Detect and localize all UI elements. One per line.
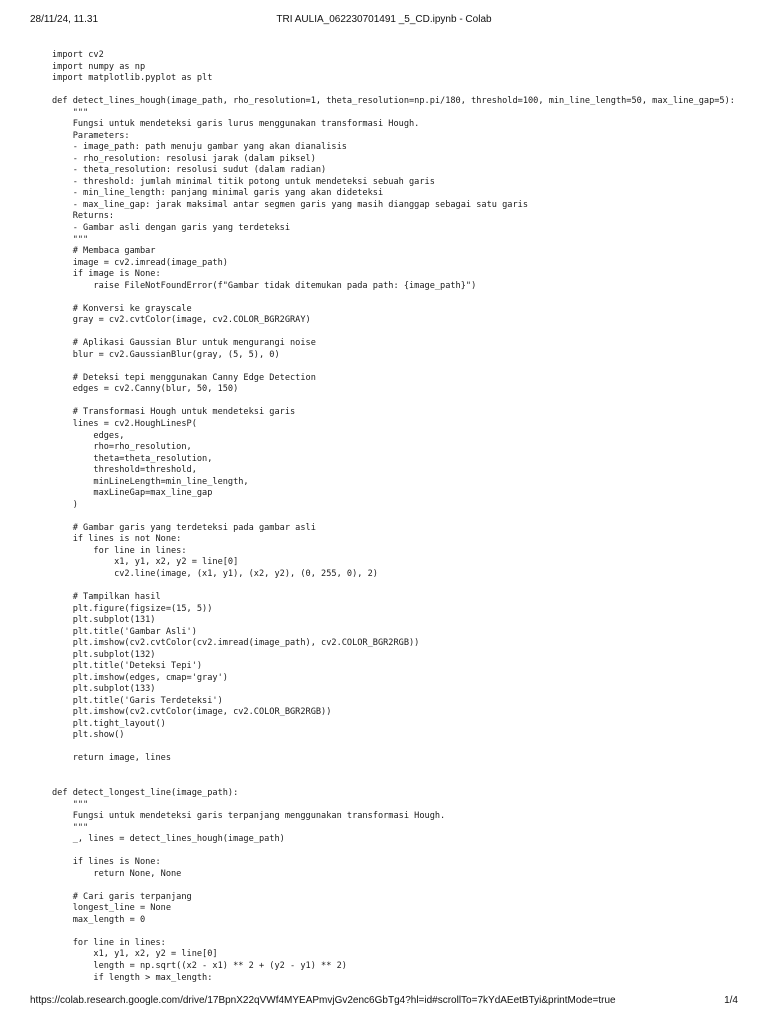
code-line: import numpy as np — [52, 61, 146, 72]
code-line: return None, None — [52, 868, 182, 879]
page-number: 1/4 — [724, 995, 738, 1006]
code-line: """ — [52, 234, 89, 245]
print-footer — [0, 995, 768, 1009]
code-line: plt.show() — [52, 730, 125, 741]
code-line: import cv2 — [52, 50, 104, 60]
code-line — [52, 926, 752, 938]
code-line: """ — [52, 107, 89, 118]
code-line: plt.imshow(cv2.cvtColor(image, cv2.COLOR_BGR2RGB)) — [52, 707, 332, 718]
code-line: raise FileNotFoundError(f"Gambar tidak ditemukan pada path: {image_path}") — [52, 280, 477, 291]
code-line — [52, 396, 752, 408]
code-line: def detect_longest_line(image_path): — [52, 788, 239, 798]
code-line: image = cv2.imread(image_path) — [52, 257, 228, 268]
code-line: plt.title('Deteksi Tepi') — [52, 661, 203, 672]
code-line: - theta_resolution: resolusi sudut (dalam radian) — [52, 165, 327, 176]
code-line: # Gambar garis yang terdeteksi pada gambar asli — [52, 522, 316, 533]
code-line — [52, 580, 752, 592]
code-line: blur = cv2.GaussianBlur(gray, (5, 5), 0) — [52, 349, 280, 360]
code-line: return image, lines — [52, 753, 171, 764]
code-line: rho=rho_resolution, — [52, 442, 192, 453]
code-line: # Tampilkan hasil — [52, 591, 161, 602]
code-line: import matplotlib.pyplot as plt — [52, 73, 213, 84]
code-line: for line in lines: — [52, 937, 166, 948]
code-line: # Konversi ke grayscale — [52, 303, 192, 314]
code-line: plt.figure(figsize=(15, 5)) — [52, 603, 213, 614]
code-line: - max_line_gap: jarak maksimal antar segmen garis yang masih dianggap sebagai satu garis — [52, 199, 528, 210]
code-line: edges = cv2.Canny(blur, 50, 150) — [52, 384, 239, 395]
code-line: plt.tight_layout() — [52, 718, 166, 729]
code-line: lines = cv2.HoughLinesP( — [52, 419, 197, 429]
code-line: ) — [52, 499, 78, 510]
page-url: https://colab.research.google.com/drive/17BpnX22qVWf4MYEAPmvjGv2enc6GbTg4?hl=id#scrollTo=7kYdAEetBTyi&printMode=true — [30, 995, 616, 1006]
code-line: for line in lines: — [52, 545, 187, 556]
code-line — [52, 846, 752, 858]
code-line: # Cari garis terpanjang — [52, 891, 192, 902]
code-line: def detect_lines_hough(image_path, rho_resolution=1, theta_resolution=np.pi/180, threshold=100, min_line_length=50, max_line_gap=5): — [52, 96, 735, 107]
code-line — [52, 292, 752, 304]
code-line: gray = cv2.cvtColor(image, cv2.COLOR_BGR2GRAY) — [52, 315, 311, 326]
code-line — [52, 361, 752, 373]
code-line: cv2.line(image, (x1, y1), (x2, y2), (0, 255, 0), 2) — [52, 568, 378, 579]
code-line: plt.subplot(131) — [52, 615, 156, 626]
code-line: Returns: — [52, 211, 115, 222]
code-line: minLineLength=min_line_length, — [52, 476, 249, 487]
code-line: Fungsi untuk mendeteksi garis terpanjang menggunakan transformasi Hough. — [52, 811, 446, 822]
code-line: x1, y1, x2, y2 = line[0] — [52, 949, 218, 960]
code-line: edges, — [52, 430, 125, 441]
code-line: threshold=threshold, — [52, 465, 197, 476]
code-line — [52, 776, 752, 788]
code-line: plt.subplot(133) — [52, 684, 156, 695]
code-line: # Membaca gambar — [52, 246, 156, 257]
code-line: length = np.sqrt((x2 - x1) ** 2 + (y2 - y1) ** 2) — [52, 960, 347, 971]
code-line: - Gambar asli dengan garis yang terdeteksi — [52, 222, 290, 233]
code-line: plt.imshow(edges, cmap='gray') — [52, 672, 228, 683]
code-line: if lines is None: — [52, 857, 161, 868]
code-line: """ — [52, 822, 89, 833]
code-line: theta=theta_resolution, — [52, 453, 213, 464]
code-cell — [52, 50, 752, 990]
code-line: Parameters: — [52, 130, 130, 141]
code-line: - image_path: path menuju gambar yang akan dianalisis — [52, 142, 347, 153]
code-line — [52, 742, 752, 754]
code-line: - min_line_length: panjang minimal garis yang akan dideteksi — [52, 188, 384, 199]
code-line: """ — [52, 799, 89, 810]
code-line: if length > max_length: — [52, 972, 213, 983]
code-line: longest_line = None — [52, 903, 171, 914]
print-header — [0, 14, 768, 28]
print-datetime: 28/11/24, 11.31 — [30, 14, 99, 25]
code-line — [52, 880, 752, 892]
code-line — [52, 327, 752, 339]
code-line: Fungsi untuk mendeteksi garis lurus menggunakan transformasi Hough. — [52, 119, 420, 130]
code-line: # Aplikasi Gaussian Blur untuk mengurangi noise — [52, 338, 316, 349]
code-line: - threshold: jumlah minimal titik potong untuk mendeteksi sebuah garis — [52, 176, 435, 187]
code-line — [52, 511, 752, 523]
code-line — [52, 765, 752, 777]
code-line — [52, 85, 752, 97]
code-line: # Transformasi Hough untuk mendeteksi garis — [52, 407, 296, 418]
code-line: plt.title('Garis Terdeteksi') — [52, 695, 223, 706]
code-line: - rho_resolution: resolusi jarak (dalam piksel) — [52, 153, 316, 164]
code-line: if image is None: — [52, 269, 161, 280]
code-line: plt.subplot(132) — [52, 649, 156, 660]
code-line: max_length = 0 — [52, 914, 146, 925]
code-line: maxLineGap=max_line_gap — [52, 488, 213, 499]
code-line: _, lines = detect_lines_hough(image_path) — [52, 834, 285, 845]
code-line: # Deteksi tepi menggunakan Canny Edge Detection — [52, 372, 316, 383]
code-line: x1, y1, x2, y2 = line[0] — [52, 557, 239, 568]
code-line: plt.title('Gambar Asli') — [52, 626, 197, 637]
code-line: plt.imshow(cv2.cvtColor(cv2.imread(image_path), cv2.COLOR_BGR2RGB)) — [52, 638, 420, 649]
code-line: if lines is not None: — [52, 534, 182, 545]
document-title: TRI AULIA_062230701491 _5_CD.ipynb - Colab — [276, 14, 492, 25]
